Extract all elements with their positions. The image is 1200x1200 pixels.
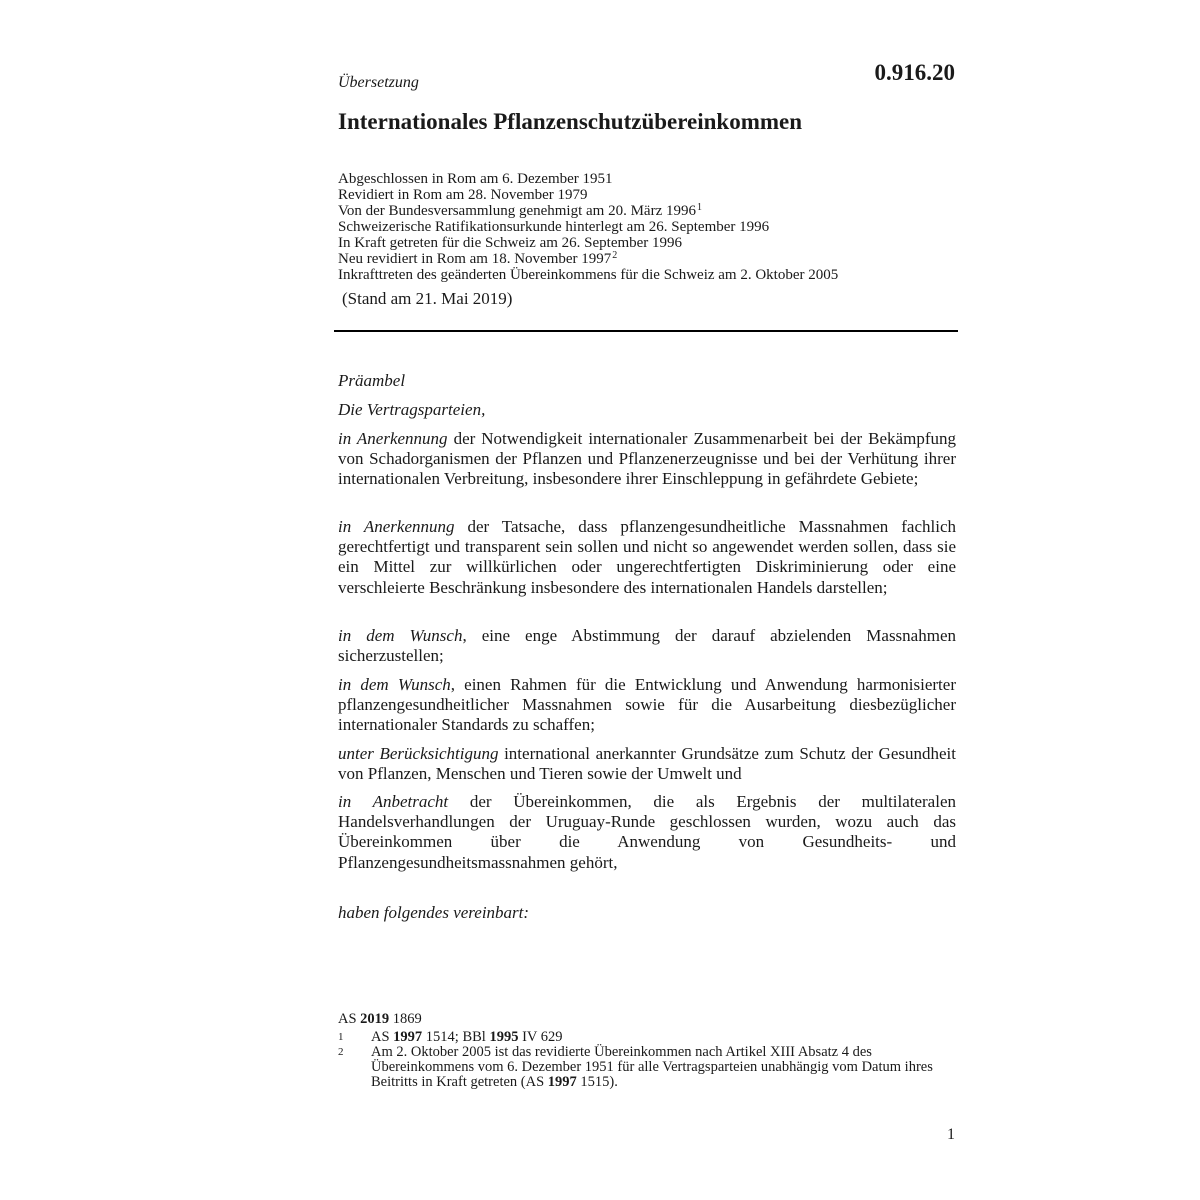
metadata-line-ratification: Schweizerische Ratifikationsurkunde hinterlegt am 26. September 1996 bbox=[338, 219, 770, 235]
metadata-line-newly-revised: Neu revidiert in Rom am 18. November 1997$^2$ bbox=[338, 250, 618, 267]
preamble-paragraph-lead: in Anerkennung bbox=[338, 517, 455, 536]
status-date: (Stand am 21. Mai 2019) bbox=[342, 289, 513, 308]
document-type-label: Übersetzung bbox=[338, 74, 419, 91]
preamble-paragraph-lead: in Anerkennung bbox=[338, 429, 448, 448]
preamble-closing: haben folgendes vereinbart: bbox=[338, 903, 530, 922]
footnote-2 bbox=[338, 1045, 958, 1090]
preamble-paragraph-lead: unter Berücksichtigung bbox=[338, 744, 499, 763]
preamble-paragraph-lead: in Anbetracht bbox=[338, 792, 449, 811]
preamble-paragraph bbox=[338, 792, 956, 873]
preamble-paragraph-text: der Übereinkommen, die als Ergebnis der multilateralen Handelsverhandlungen der Uruguay-Runde geschlossen wurden, wozu auch das Übereinkommen über die Anwendung von Gesundheits- und Pflanzengesundheitsmassnahmen gehört, bbox=[338, 792, 956, 872]
metadata-line-in-force: In Kraft getreten für die Schweiz am 26. September 1996 bbox=[338, 235, 683, 251]
preamble-paragraph bbox=[338, 517, 956, 598]
preamble-paragraph bbox=[338, 626, 956, 666]
official-compilation-reference: AS 2019 1869 bbox=[338, 1011, 422, 1027]
preamble-paragraph-lead: in dem Wunsch bbox=[338, 675, 451, 694]
preamble-paragraph-text: der Tatsache, dass pflanzengesundheitliche Massnahmen fachlich gerechtfertigt und transparent sein sollen und nicht so angewendet werden sollen, dass sie ein Mittel zur willkürlichen oder ungerechtfertigten Diskriminierung oder eine verschleierte Beschränkung insbesondere des internationalen Handels darstellen; bbox=[338, 517, 956, 597]
page-number: 1 bbox=[947, 1126, 955, 1143]
sr-number: 0.916.20 bbox=[874, 60, 955, 85]
metadata-line-approved: Von der Bundesversammlung genehmigt am 20. März 1996$^1$ bbox=[338, 202, 702, 219]
preamble-paragraph-lead: in dem Wunsch bbox=[338, 626, 463, 645]
footnote-ref-2[interactable]: 2 bbox=[612, 250, 618, 261]
footnote-text: AS 1997 1514; BBl 1995 IV 629 bbox=[371, 1029, 563, 1045]
metadata-list bbox=[338, 171, 838, 283]
preamble-heading: Präambel bbox=[338, 371, 406, 390]
header-divider bbox=[334, 330, 958, 332]
document-title: Internationales Pflanzenschutzübereinkommen bbox=[338, 109, 803, 134]
preamble-paragraph-text: der Notwendigkeit internationaler Zusammenarbeit bei der Bekämpfung von Schadorganismen der Pflanzen und Pflanzenerzeugnisse und bei der Verhütung ihrer internationalen Verbreitung, insbesondere ihrer Einschleppung in gefährdete Gebiete; bbox=[338, 429, 956, 489]
footnotes bbox=[338, 1012, 958, 1090]
metadata-line-concluded: Abgeschlossen in Rom am 6. Dezember 1951 bbox=[338, 171, 613, 187]
footnote-text: Am 2. Oktober 2005 ist das revidierte Übereinkommen nach Artikel XIII Absatz 4 des Übereinkommens vom 6. Dezember 1951 für alle Vertragsparteien unabhängig vom Datum ihres Beitritts in Kraft getreten (AS 1997 1515). bbox=[371, 1044, 933, 1090]
preamble-paragraph-text: international anerkannter Grundsätze zum Schutz der Gesundheit von Pflanzen, Menschen und Tieren sowie der Umwelt und bbox=[338, 744, 956, 784]
preamble-paragraph bbox=[338, 675, 956, 736]
footnote-number: 1 bbox=[338, 1031, 344, 1043]
preamble-paragraph-text: , einen Rahmen für die Entwicklung und Anwendung harmonisierter pflanzengesundheitlicher Massnahmen sowie für die Ausarbeitung diesbezüglicher internationaler Standards zu schaffen; bbox=[338, 675, 956, 735]
preamble-paragraph bbox=[338, 429, 956, 490]
footnote-number: 2 bbox=[338, 1046, 344, 1058]
preamble-paragraph bbox=[338, 744, 956, 784]
metadata-line-amended-in-force: Inkrafttreten des geänderten Übereinkommens für die Schweiz am 2. Oktober 2005 bbox=[338, 267, 839, 283]
footnote-ref-1[interactable]: 1 bbox=[697, 202, 702, 213]
preamble-paragraph-text: , eine enge Abstimmung der darauf abzielenden Massnahmen sicherzustellen; bbox=[338, 626, 956, 666]
preamble-parties: Die Vertragsparteien, bbox=[338, 400, 486, 419]
footnote-1 bbox=[338, 1030, 958, 1045]
metadata-line-revised: Revidiert in Rom am 28. November 1979 bbox=[338, 187, 588, 203]
